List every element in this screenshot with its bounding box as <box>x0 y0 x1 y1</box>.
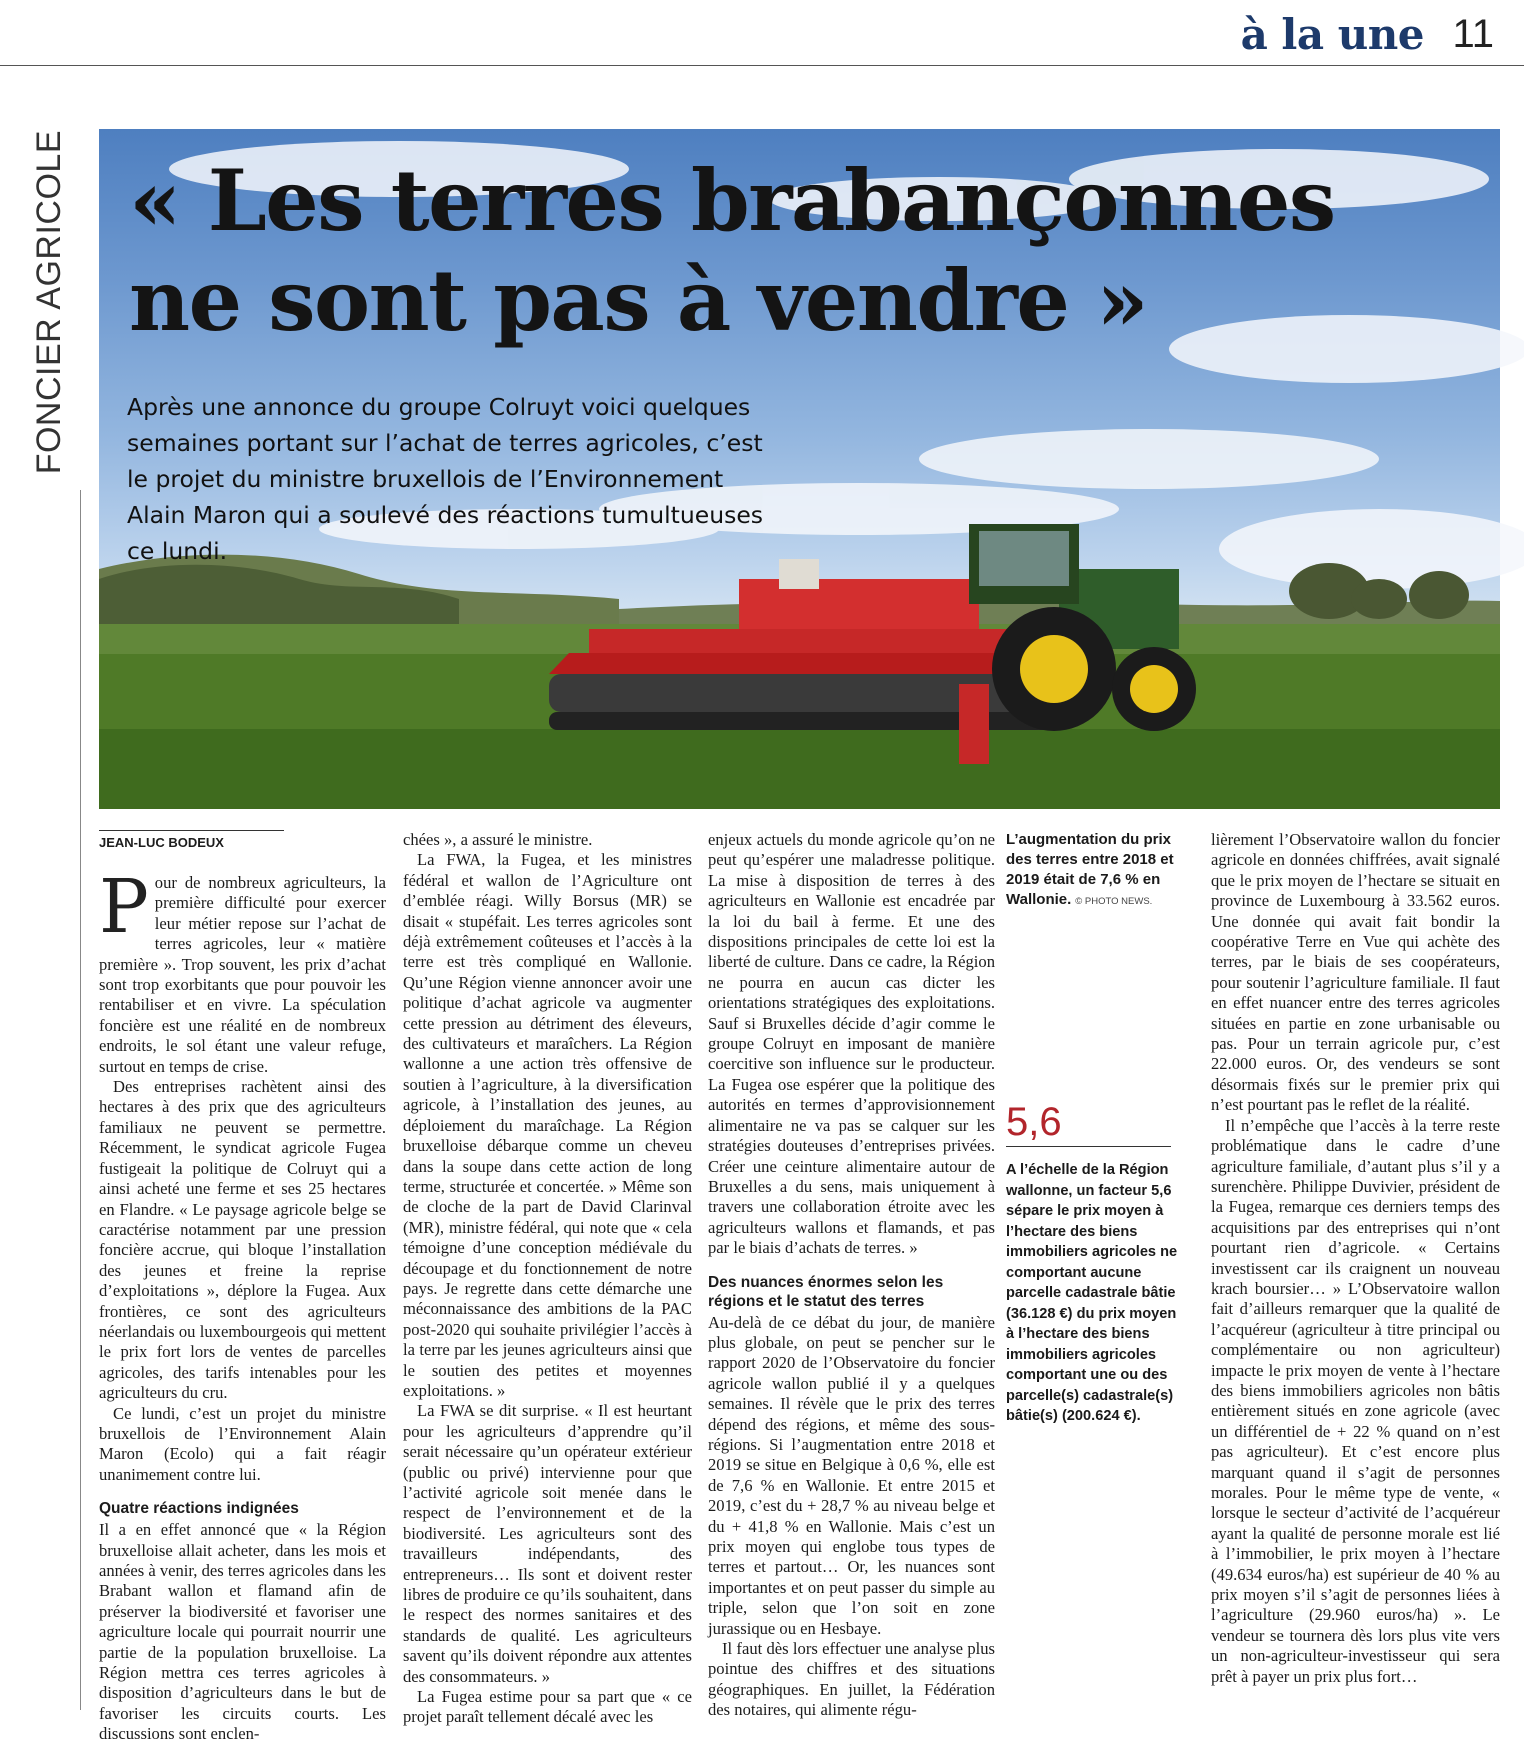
page-header <box>0 0 1524 66</box>
paragraph: Ce lundi, c’est un projet du ministre bruxellois de l’Environnement Alain Maron (Ecolo) qui a fait réagir unanimement contre lui. <box>99 1403 386 1484</box>
hero-photo <box>99 129 1500 809</box>
article-column-1 <box>99 830 386 1745</box>
paragraph: Au-delà de ce débat du jour, de manière plus globale, on peut se pencher sur le rapport 2020 de l’Observatoire du foncier agricole wallon publié il y a quelques semaines. Il révèle que le prix des terres dépend des régions, et même des sous-régions. Si l’augmentation entre 2018 et 2019 se situe en Belgique à 0,6 %, elle est de 7,6 % en Wallonie. Et entre 2015 et 2019, c’est du + 28,7 % au niveau belge et du + 41,8 % en Wallonie. Mais c’est un prix moyen qui englobe tous types de terres et partout… Or, les nuances sont importantes et on peut passer du simple au triple, selon que l’on soit en zone jurassique ou en Hesbaye. <box>708 1312 995 1638</box>
standfirst: Après une annonce du groupe Colruyt voici quelques semaines portant sur l’achat de terres agricoles, c’est le projet du ministre bruxellois de l’Environnement Alain Maron qui a soulevé des réactions tumultueuses ce lundi. <box>127 393 764 565</box>
paragraph: Il n’empêche que l’accès à la terre reste problématique dans le cadre d’une agriculture familiale, d’autant plus s’il y a surenchère. Philippe Duvivier, président de la Fugea, remarque ces derniers temps des acquisitions par des entreprises qui n’ont pourtant rien d’agricole. « Certains investissent car ils craignent un nouveau krach boursier… » L’Observatoire wallon fait d’ailleurs remarquer que la qualité de l’acquéreur (agriculteur à titre principal ou complémentaire ou non agriculteur) impacte le prix moyen de vente à l’hectare des biens immobiliers agricoles non bâtis entièrement situés en zone agricole (avec un différentiel de + 22 % quand on n’est pas agriculteur). Et c’est encore plus marquant quand il s’agit de personnes morales. Pour le même type de vente, « lorsque le secteur d’activité de l’acquéreur ayant la qualité de personne morale est lié à l’immobilier, le prix moyen à l’hectare (49.634 euros/ha) est supérieur de 40 % au prix moyen s’il s’agit de personnes liées à l’agriculture (29.960 euros/ha) ». Le vendeur se tournera dès lors plus vite vers un non-agriculteur-investisseur qui sera prêt à payer un prix plus fort… <box>1211 1115 1500 1686</box>
headline-line-1: « Les terres brabançonnes <box>129 151 1335 250</box>
stat-number: 5,6 <box>1006 1100 1062 1144</box>
article-column-5 <box>1211 830 1500 1687</box>
drop-cap: P <box>99 864 149 950</box>
page-number: 11 <box>1452 12 1494 56</box>
photo-caption: L’augmentation du prix des terres entre 2018 et 2019 était de 7,6 % en Wallonie. © PHOTO NEWS. <box>1006 831 1174 908</box>
article-column-3 <box>708 830 995 1721</box>
rubric-container <box>30 130 70 480</box>
paragraph: Il a en effet annoncé que « la Région bruxelloise allait acheter, dans les mois et années à venir, des terres agricoles dans les Brabant wallon et flamand afin de préserver la biodiversité et favoriser une agriculture locale qui pourrait nourrir une partie de la population bruxelloise. La Région mettra ces terres agricoles à disposition d’agriculteurs dans le but de favoriser les circuits courts. Les discussions sont enclen- <box>99 1520 386 1744</box>
stat-rule <box>1006 1146 1171 1147</box>
column-divider <box>80 490 81 1710</box>
sidebar <box>1006 830 1186 1430</box>
subheading: Quatre réactions indignées <box>99 1500 299 1518</box>
paragraph: La Fugea estime pour sa part que « ce projet paraît tellement décalé avec les <box>403 1687 692 1727</box>
byline: JEAN-LUC BODEUX <box>99 830 284 851</box>
article-column-2 <box>403 830 692 1728</box>
paragraph: La FWA, la Fugea, et les ministres fédéral et wallon de l’Agriculture ont d’emblée réagi. Willy Borsus (MR) se disait « stupéfait. Les terres agricoles sont déjà extrêmement coûteuses et l’accès à la terre est très compliqué en Wallonie. Qu’une Région vienne annoncer avoir une politique d’achat agricole va augmenter cette pression au détriment des éleveurs, des cultivateurs et maraîchers. La Région wallonne a une action très offensive de soutien à l’agriculture, à la diversification agricole, à l’installation des jeunes, au déploiement du maraîchage. La Région bruxelloise débarque comme un cheveu dans la soupe dans cette action de long terme, structurée et concertée. » Même son de cloche de la part de David Clarinval (MR), ministre fédéral, qui note que « cela témoigne d’une conception médiévale du découpage et du fonctionnement de notre pays. Je regrette dans cette démarche une méconnaissance des ambitions de la PAC post-2020 qui souhaite privilégier l’accès à la terre par les jeunes agriculteurs ainsi que le soutien des petites et moyennes exploitations. » <box>403 850 692 1400</box>
paragraph: enjeux actuels du monde agricole qu’on ne peut qu’espérer une maladresse politique. La mise à disposition de terres à des agriculteurs en Wallonie est encadrée par la loi du bail à ferme. Et une des dispositions principales de cette loi est la liberté de culture. Dans ce cadre, la Région ne pourra en aucun cas dicter les orientations stratégiques des exploitations. Sauf si Bruxelles décide d’agir comme le groupe Colruyt en imposant de manière coercitive son influence sur le producteur. La Fugea ose espérer que la politique des autorités en termes d’approvisionnement alimentaire ne va pas se calquer sur les stratégies douteuses d’entreprises privées. Créer une ceinture alimentaire autour de Bruxelles a du sens, mais uniquement à travers une collaboration étroite avec les agriculteurs wallons et flamands, et pas par le biais d’achats de terres. » <box>708 830 995 1258</box>
headline <box>129 151 1335 351</box>
section-title: à la une <box>1240 10 1424 59</box>
subheading: Des nuances énormes selon les régions et le statut des terres <box>708 1273 944 1310</box>
paragraph: La FWA se dit surprise. « Il est heurtant pour les agriculteurs d’apprendre qu’il serait nécessaire qu’un opérateur extérieur (public ou privé) intervienne pour que l’activité agricole soit menée dans le respect de l’environnement et de la biodiversité. Les agriculteurs sont des travailleurs indépendants, des entrepreneurs… Ils sont et doivent rester libres de produire ce qu’ils souhaitent, dans le respect des normes sanitaires et des standards de qualité. Les agriculteurs savent qu’ils doivent répondre aux attentes des consommateurs. » <box>403 1401 692 1686</box>
paragraph: Il faut dès lors effectuer une analyse plus pointue des chiffres et des situations géographiques. En juillet, la Fédération des notaires, qui alimente régu- <box>708 1639 995 1720</box>
headline-line-2: ne sont pas à vendre » <box>129 251 1148 350</box>
rubric-label: FONCIER AGRICOLE <box>30 130 68 475</box>
stat-text: A l’échelle de la Région wallonne, un facteur 5,6 sépare le prix moyen à l’hectare des biens immobiliers agricoles ne comportant aucune parcelle cadastrale bâtie (36.128 €) du prix moyen à l’hectare des biens immobiliers agricoles comportant une ou des parcelle(s) cadastrale(s) bâtie(s) (200.624 €). <box>1006 1162 1178 1424</box>
paragraph: Des entreprises rachètent ainsi des hectares à des prix que des agriculteurs familiaux ne peuvent se permettre. Récemment, le syndicat agricole Fugea fustigeait la politique de Colruyt qui a ainsi acheté une ferme et ses 25 hectares en Flandre. « Le paysage agricole belge se caractérise notamment par une pression foncière accrue, qui bloque l’installation des jeunes et freine la reprise d’exploitations », déplore la Fugea. Aux frontières, ce sont des agriculteurs néerlandais ou luxembourgeois qui mettent le prix fort lors de ventes de parcelles agricoles, des tarifs intenables pour les agriculteurs du cru. <box>99 1077 386 1403</box>
paragraph: lièrement l’Observatoire wallon du foncier agricole en données chiffrées, avait signalé que le prix moyen de l’hectare se situait en province de Luxembourg à 33.562 euros. Une donnée qui avait fait bondir la coopérative Terre en Vue qui achète des terres, par le biais de ses coopérateurs, pour soutenir l’agriculture familiale. Il faut en effet nuancer entre des terres agricoles situées en partie en zone urbanisable ou pas. Pour un terrain agricole pur, c’est 22.000 euros. Or, des vendeurs se sont désormais fixés sur le premier prix qui n’est pourtant pas le reflet de la réalité. <box>1211 830 1500 1115</box>
photo-credit: © PHOTO NEWS. <box>1075 896 1153 907</box>
paragraph: chées », a assuré le ministre. <box>403 830 593 849</box>
paragraph: Pour de nombreux agriculteurs, la première difficulté pour exercer leur métier repose sur l’achat de terres agricoles, leur « matière première ». Trop souvent, les prix d’achat sont trop exorbitants que pour pouvoir les rentabiliser et en vivre. La spéculation foncière est une réalité en de nombreux endroits, le sol étant une valeur refuge, surtout en temps de crise. <box>99 864 386 1076</box>
